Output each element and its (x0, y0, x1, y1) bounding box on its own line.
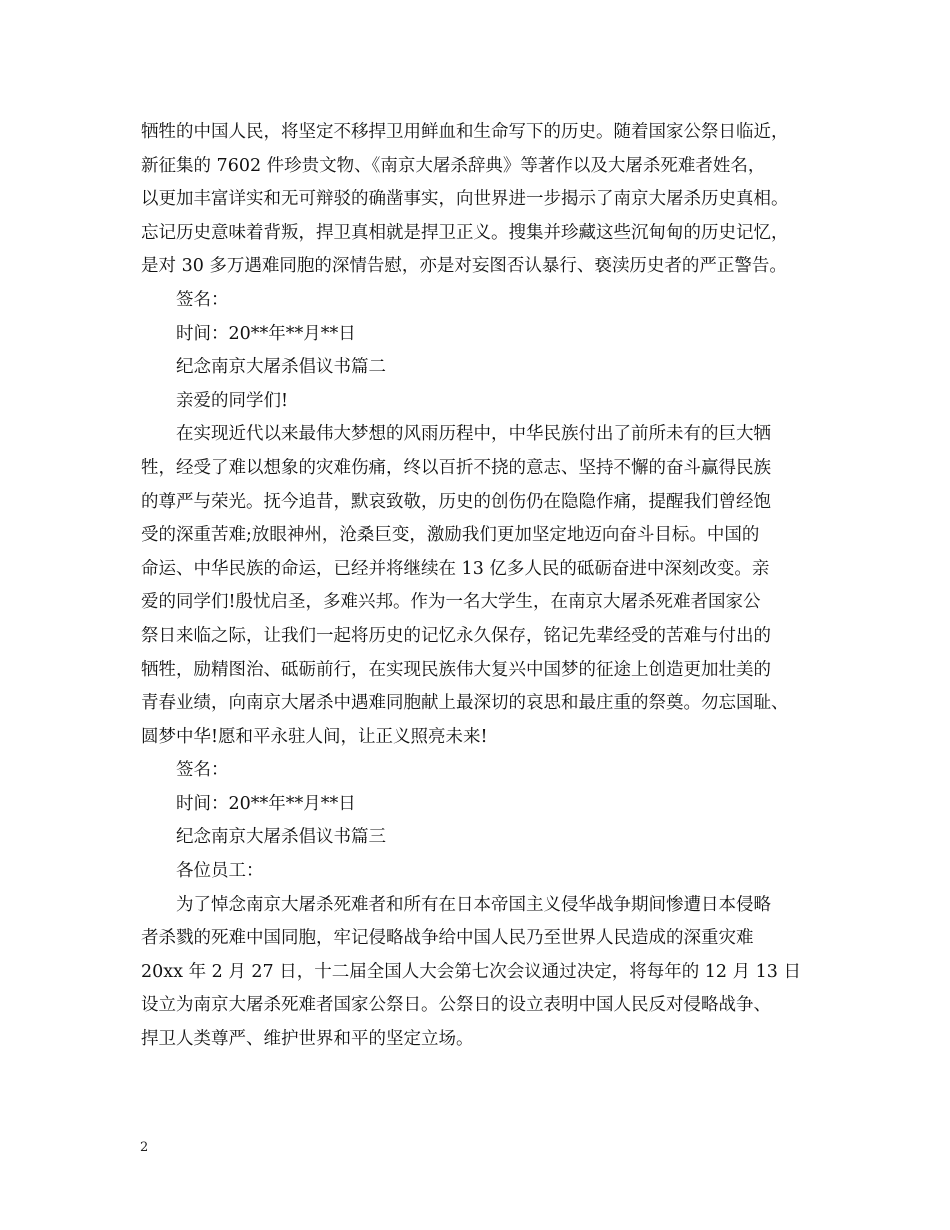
page-number: 2 (140, 1140, 149, 1155)
text-line: 20xx 年 2 月 27 日，十二届全国人大会第七次会议通过决定，将每年的 12 月 13 日 (141, 961, 802, 982)
text-line: 爱的同学们!殷忧启圣，多难兴邦。作为一名大学生，在南京大屠杀死难者国家公 (141, 592, 761, 613)
text-line: 捍卫人类尊严、维护世界和平的坚定立场。 (141, 1029, 474, 1050)
text-line: 忘记历史意味着背叛，捍卫真相就是捍卫正义。搜集并珍藏这些沉甸甸的历史记忆， (141, 222, 789, 243)
text-line: 青春业绩，向南京大屠杀中遇难同胞献上最深切的哀思和最庄重的祭奠。勿忘国耻、 (141, 693, 789, 714)
text-line: 纪念南京大屠杀倡议书篇三 (176, 827, 386, 848)
text-line: 纪念南京大屠杀倡议书篇二 (176, 357, 386, 378)
text-line: 新征集的 7602 件珍贵文物、《南京大屠杀辞典》等著作以及大屠杀死难者姓名， (141, 155, 766, 176)
text-line: 时间：20**年**月**日 (176, 323, 356, 344)
text-line: 时间：20**年**月**日 (176, 793, 356, 814)
text-line: 的尊严与荣光。抚今追昔，默哀致敬，历史的创伤仍在隐隐作痛，提醒我们曾经饱 (141, 491, 771, 512)
text-line: 在实现近代以来最伟大梦想的风雨历程中，中华民族付出了前所未有的巨大牺 (176, 424, 771, 445)
text-line: 受的深重苦难;放眼神州，沧桑巨变，激励我们更加坚定地迈向奋斗目标。中国的 (141, 525, 760, 546)
text-line: 以更加丰富详实和无可辩驳的确凿事实，向世界进一步揭示了南京大屠杀历史真相。 (141, 189, 789, 210)
text-line: 牺牲，励精图治、砥砺前行，在实现民族伟大复兴中国梦的征途上创造更加壮美的 (141, 659, 771, 680)
text-line: 命运、中华民族的命运，已经并将继续在 13 亿多人民的砥砺奋进中深刻改变。亲 (141, 558, 770, 579)
document-body (141, 116, 821, 1057)
text-line: 为了悼念南京大屠杀死难者和所有在日本帝国主义侵华战争期间惨遭日本侵略 (176, 894, 771, 915)
text-line: 签名： (176, 289, 229, 310)
text-line: 牲，经受了难以想象的灾难伤痛，终以百折不挠的意志、坚持不懈的奋斗赢得民族 (141, 457, 771, 478)
text-line: 牺牲的中国人民，将坚定不移捍卫用鲜血和生命写下的历史。随着国家公祭日临近， (141, 122, 789, 142)
text-line: 设立为南京大屠杀死难者国家公祭日。公祭日的设立表明中国人民反对侵略战争、 (141, 995, 771, 1016)
text-line: 亲爱的同学们! (176, 390, 289, 411)
text-line: 签名： (176, 760, 229, 781)
text-line: 祭日来临之际，让我们一起将历史的记忆永久保存，铭记先辈经受的苦难与付出的 (141, 625, 771, 646)
text-line: 是对 30 多万遇难同胞的深情告慰，亦是对妄图否认暴行、亵渎历史者的严正警告。 (141, 256, 787, 277)
text-line: 者杀戮的死难中国同胞，牢记侵略战争给中国人民乃至世界人民造成的深重灾难 (141, 928, 754, 949)
text-line: 各位员工： (176, 861, 264, 882)
text-line: 圆梦中华!愿和平永驻人间，让正义照亮未来! (141, 726, 488, 747)
